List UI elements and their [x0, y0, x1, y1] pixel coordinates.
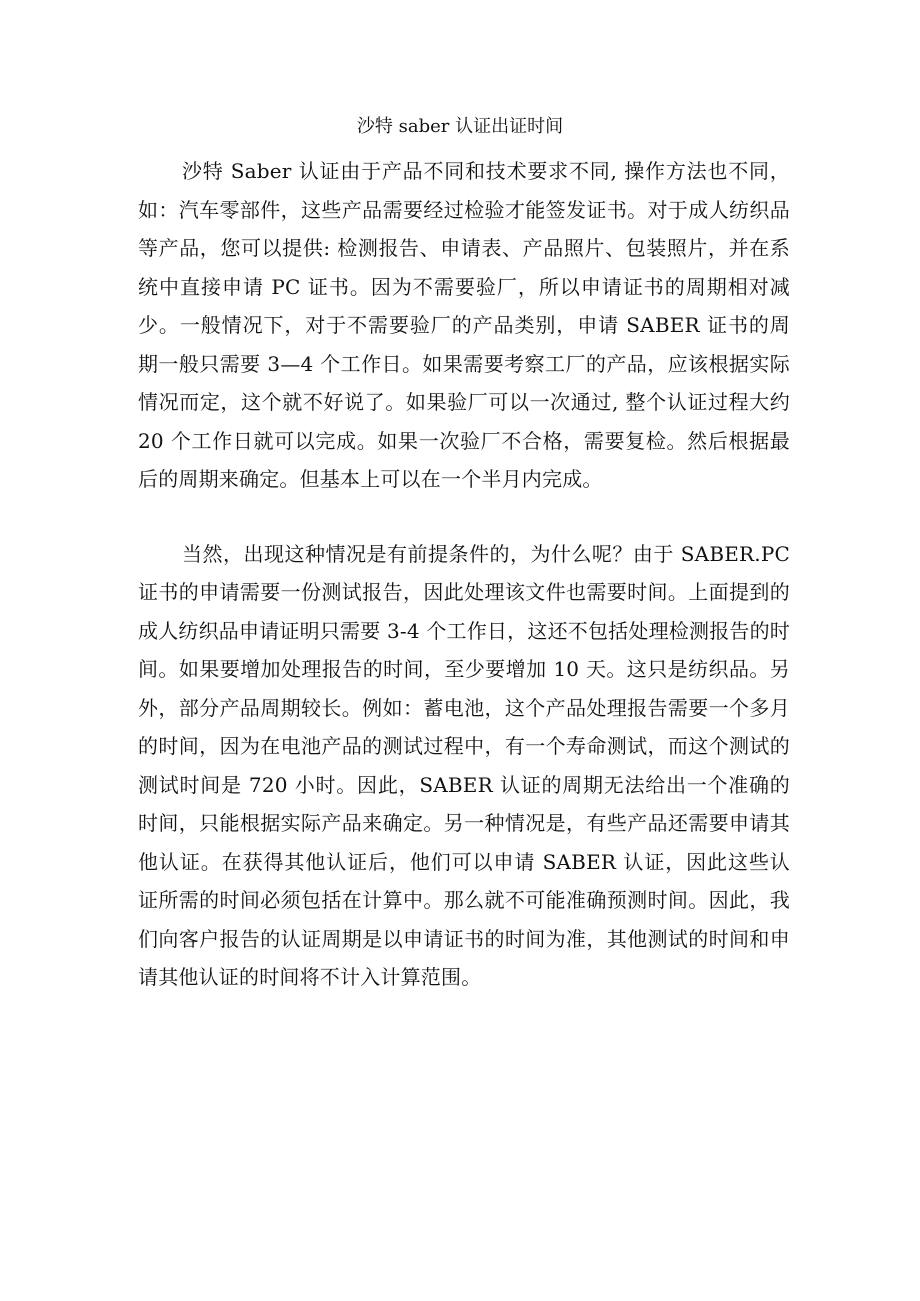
document-body [138, 152, 790, 997]
paragraph-1: 沙特 Saber 认证由于产品不同和技术要求不同, 操作方法也不同，如：汽车零部件，这些产品需要经过检验才能签发证书。对于成人纺织品等产品，您可以提供: 检测报告、申请表、产品照片、包装照片，并在系统中直接申请 PC 证书。因为不需要验厂，所以申请证书的周期相对减少。一般情况下，对于不需要验厂的产品类别，申请 SABER 证书的周期一般只需要 3—4 个工作日。如果需要考察工厂的产品，应该根据实际情况而定，这个就不好说了。如果验厂可以一次通过, 整个认证过程大约 20 个工作日就可以完成。如果一次验厂不合格，需要复检。然后根据最后的周期来确定。但基本上可以在一个半月内完成。 [138, 159, 790, 491]
paragraph-2: 当然，出现这种情况是有前提条件的，为什么呢？由于 SABER.PC 证书的申请需要一份测试报告，因此处理该文件也需要时间。上面提到的成人纺织品申请证明只需要 3-4 个工作日，这还不包括处理检测报告的时间。如果要增加处理报告的时间，至少要增加 10 天。这只是纺织品。另外，部分产品周期较长。例如：蓄电池，这个产品处理报告需要一个多月的时间，因为在电池产品的测试过程中，有一个寿命测试，而这个测试的测试时间是 720 小时。因此，SABER 认证的周期无法给出一个准确的时间，只能根据实际产品来确定。另一种情况是，有些产品还需要申请其他认证。在获得其他认证后，他们可以申请 SABER 认证，因此这些认证所需的时间必须包括在计算中。那么就不可能准确预测时间。因此，我们向客户报告的认证周期是以申请证书的时间为准，其他测试的时间和申请其他认证的时间将不计入计算范围。 [138, 541, 790, 989]
document-title: 沙特 saber 认证出证时间 [356, 116, 564, 137]
